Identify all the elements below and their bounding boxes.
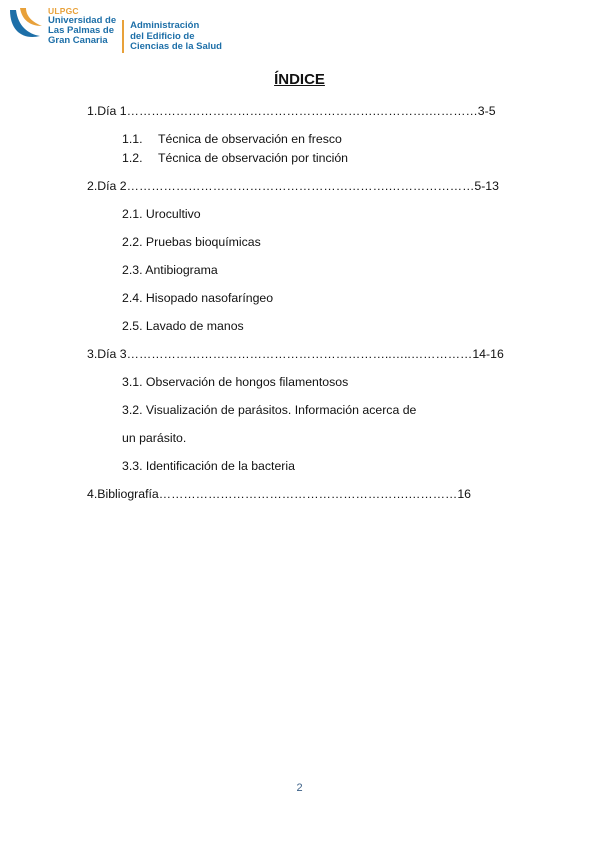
toc-subentry[interactable]: 2.5. Lavado de manos	[122, 319, 244, 333]
university-line: Las Palmas de	[48, 25, 115, 36]
administration-name	[130, 21, 222, 53]
index-title: ÍNDICE	[274, 71, 325, 88]
admin-line: Administración	[130, 20, 200, 31]
subentry-number: 1.2.	[122, 151, 143, 165]
toc-entry-dia-3[interactable]: 3.Día 3………………………………………………………..…..……………14-16	[87, 347, 504, 361]
university-line: Universidad de	[48, 15, 117, 26]
toc-entry-dia-2[interactable]: 2.Día 2……………………………………………………….…………………5-13	[87, 179, 499, 193]
toc-subentry[interactable]: 3.1. Observación de hongos filamentosos	[122, 375, 349, 389]
university-line: Gran Canaria	[48, 35, 108, 46]
toc-subentry[interactable]: 2.3. Antibiograma	[122, 263, 218, 277]
university-brand	[48, 6, 116, 46]
toc-subentry[interactable]: 2.4. Hisopado nasofaríngeo	[122, 291, 274, 305]
subentry-number: 1.1.	[122, 132, 143, 146]
subentry-text: Técnica de observación por tinción	[158, 151, 349, 165]
toc-subentry-continuation[interactable]: un parásito.	[122, 431, 187, 445]
toc-subentry[interactable]: 3.2. Visualización de parásitos. Información acerca de	[122, 403, 417, 417]
ulpgc-logo-icon	[6, 6, 44, 42]
header-divider	[122, 20, 124, 53]
admin-line: Ciencias de la Salud	[130, 41, 222, 52]
page-number: 2	[296, 782, 303, 794]
brand-acronym: ULPGC	[48, 6, 79, 16]
admin-line: del Edificio de	[130, 30, 195, 42]
toc-subentry[interactable]: 3.3. Identificación de la bacteria	[122, 459, 295, 473]
toc-entry-bibliografia[interactable]: 4.Bibliografía…………………………………………………….…………16	[87, 487, 471, 501]
toc-subentry[interactable]	[122, 131, 342, 147]
toc-subentry[interactable]: 2.1. Urocultivo	[122, 207, 201, 221]
toc-subentry[interactable]: 2.2. Pruebas bioquímicas	[122, 235, 261, 249]
toc-subentry[interactable]	[122, 150, 348, 166]
subentry-text: Técnica de observación en fresco	[158, 132, 342, 146]
document-header	[6, 6, 222, 53]
toc-entry-dia-1[interactable]: 1.Día 1…………………………………………………….………….…………3-5	[87, 104, 496, 118]
